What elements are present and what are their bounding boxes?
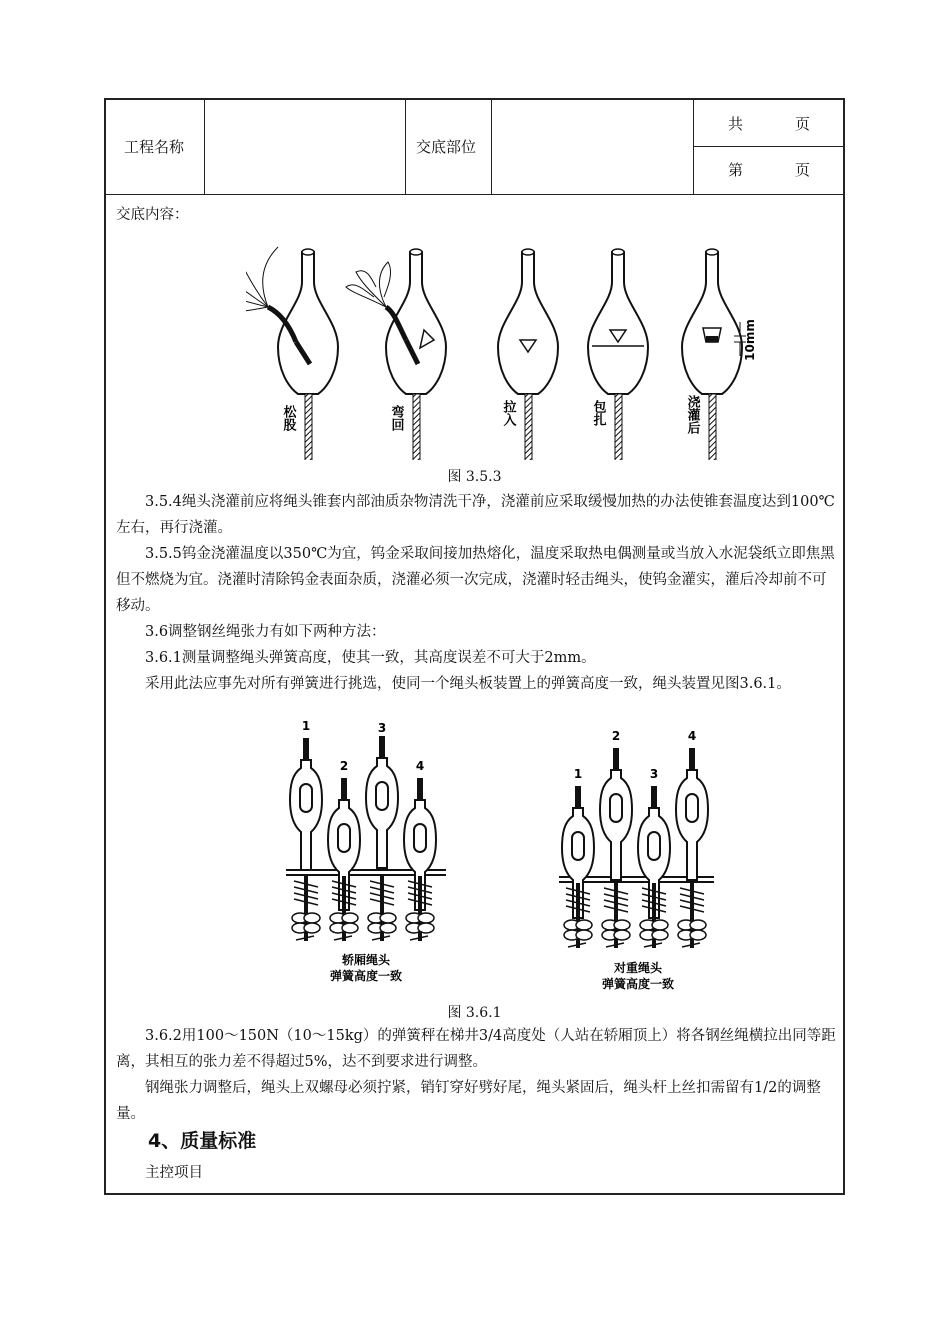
rope-number: 1 <box>301 720 311 733</box>
socket-wrapped <box>588 249 648 460</box>
total-pages-label: 共 <box>728 115 744 133</box>
divider <box>491 100 492 194</box>
figure-caption: 图 3.6.1 <box>447 1005 502 1021</box>
paragraph-3-5-4: 3.5.4绳头浇灌前应将绳头锥套内部油质杂物清洗干净，浇灌前应采取缓慢加热的办法使锥套温度达到100℃左右，再行浇灌。 <box>116 494 835 536</box>
page-number-unit: 页 <box>795 161 811 179</box>
total-pages-unit: 页 <box>795 115 811 133</box>
section-heading: 4、质量标准 <box>148 1130 257 1152</box>
label-after-pouring: 浇灌后 <box>684 395 700 434</box>
rope-number: 2 <box>611 729 621 743</box>
figure-3-6-1 <box>276 720 736 995</box>
paragraph-3-6-2: 3.6.2用100～150N（10～15kg）的弹簧秤在梯井3/4高度处（人站在轿厢顶上）将各钢丝绳横拉出同等距离，其相互的张力差不得超过5%，达不到要求进行调整。 <box>116 1028 836 1070</box>
dimension-label: 10mm <box>743 319 757 361</box>
paragraph-3-6-1-note: 采用此法应事先对所有弹簧进行挑选，使同一个绳头板装置上的弹簧高度一致，绳头装置见图3.6.1。 <box>145 676 791 692</box>
rope-number: 4 <box>415 759 425 773</box>
figure-3-5-3 <box>246 240 766 460</box>
rope-number: 3 <box>649 767 659 781</box>
counterweight-rope-head-assembly <box>559 729 714 991</box>
rope-number: 2 <box>339 759 349 773</box>
form-header <box>106 100 843 195</box>
technical-disclosure-form <box>104 98 845 1195</box>
main-control-items: 主控项目 <box>145 1165 203 1181</box>
paragraph-3-6: 3.6调整钢丝绳张力有如下两种方法： <box>145 624 386 640</box>
location-label: 交底部位 <box>416 138 477 156</box>
label-pulled-in: 拉入 <box>500 400 516 426</box>
car-caption-line2: 弹簧高度一致 <box>329 969 403 983</box>
divider <box>693 100 694 194</box>
paragraph-3-5-5: 3.5.5钨金浇灌温度以350℃为宜，钨金采取间接加热熔化，温度采取热电偶测量或当放入水泥袋纸立即焦黑但不燃烧为宜。浇灌时清除钨金表面杂质，浇灌必须一次完成，浇灌时轻击绳头，使钨金灌实，灌后冷却前不可移动。 <box>116 546 835 614</box>
label-bent-back: 弯回 <box>388 405 404 431</box>
counterweight-caption-line2: 弹簧高度一致 <box>601 977 675 991</box>
divider <box>405 100 406 194</box>
socket-pulled-in <box>498 249 558 460</box>
project-name-label: 工程名称 <box>124 138 185 156</box>
rope-number: 1 <box>573 767 583 781</box>
label-loose-strands: 松股 <box>280 405 296 431</box>
divider <box>693 146 843 147</box>
divider <box>204 100 205 194</box>
car-rope-head-assembly <box>286 720 446 983</box>
paragraph-3-6-2-note: 钢绳张力调整后，绳头上双螺母必须拧紧，销钉穿好劈好尾，绳头紧固后，绳头杆上丝扣需留有1/2的调整量。 <box>116 1080 821 1122</box>
label-wrapped: 包扎 <box>590 400 606 426</box>
car-caption-line1: 轿厢绳头 <box>341 953 391 967</box>
rope-number: 3 <box>377 721 387 735</box>
paragraph-3-6-1: 3.6.1测量调整绳头弹簧高度，使其一致，其高度误差不可大于2mm。 <box>145 650 596 666</box>
counterweight-caption-line1: 对重绳头 <box>613 961 663 975</box>
rope-number: 4 <box>687 729 697 743</box>
figure-caption: 图 3.5.3 <box>447 469 502 485</box>
page-number-label: 第 <box>728 161 744 179</box>
disclosure-intro: 交底内容： <box>116 207 189 223</box>
